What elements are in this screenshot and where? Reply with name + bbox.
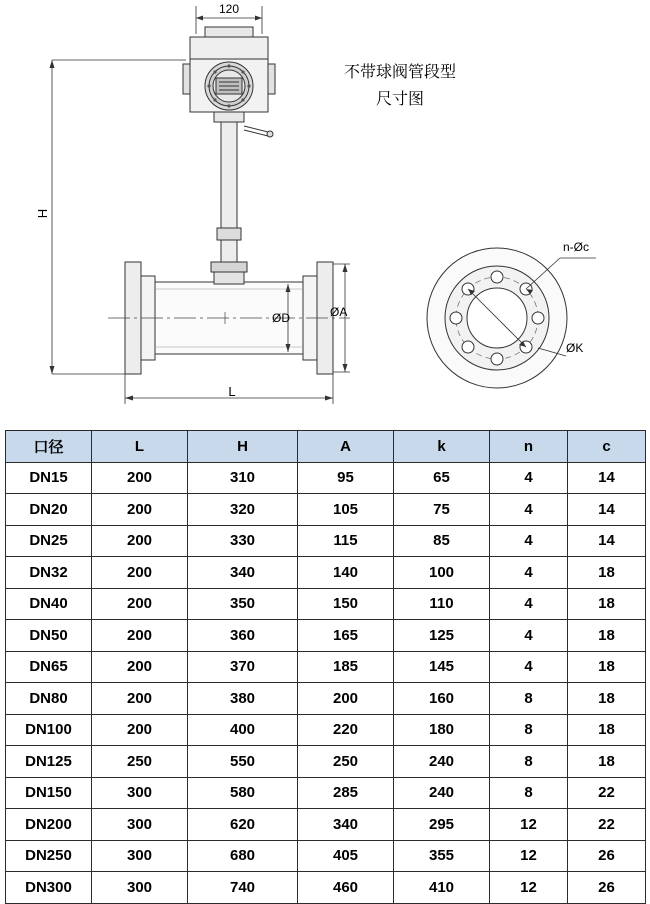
cell-h: 350 bbox=[188, 588, 298, 620]
cell-c: 18 bbox=[568, 746, 646, 778]
cell-h: 360 bbox=[188, 620, 298, 652]
table-row bbox=[6, 809, 646, 841]
cell-l: 250 bbox=[92, 746, 188, 778]
label-top-width: 120 bbox=[218, 2, 240, 16]
label-dia-a: ØA bbox=[330, 305, 348, 319]
cell-k: 240 bbox=[394, 777, 490, 809]
table-row bbox=[6, 462, 646, 494]
cell-k: 75 bbox=[394, 494, 490, 526]
cell-a: 460 bbox=[298, 872, 394, 904]
cell-a: 250 bbox=[298, 746, 394, 778]
col-header-k: k bbox=[394, 431, 490, 463]
label-bolt-holes: n-Øc bbox=[563, 240, 590, 254]
cell-caliber: DN250 bbox=[6, 840, 92, 872]
label-length-l: L bbox=[228, 384, 236, 399]
cell-c: 18 bbox=[568, 683, 646, 715]
cell-c: 18 bbox=[568, 714, 646, 746]
drawing-title-line2: 尺寸图 bbox=[375, 89, 424, 108]
cell-k: 180 bbox=[394, 714, 490, 746]
cell-h: 740 bbox=[188, 872, 298, 904]
cell-c: 18 bbox=[568, 620, 646, 652]
cell-n: 4 bbox=[490, 494, 568, 526]
cell-l: 300 bbox=[92, 777, 188, 809]
cell-caliber: DN100 bbox=[6, 714, 92, 746]
table-header-row bbox=[6, 431, 646, 463]
cell-n: 8 bbox=[490, 746, 568, 778]
col-header-n: n bbox=[490, 431, 568, 463]
cell-h: 310 bbox=[188, 462, 298, 494]
cell-l: 200 bbox=[92, 588, 188, 620]
cell-caliber: DN65 bbox=[6, 651, 92, 683]
cell-k: 85 bbox=[394, 525, 490, 557]
cell-k: 100 bbox=[394, 557, 490, 589]
cell-l: 200 bbox=[92, 714, 188, 746]
cell-k: 145 bbox=[394, 651, 490, 683]
cell-l: 200 bbox=[92, 525, 188, 557]
cell-c: 14 bbox=[568, 462, 646, 494]
cell-a: 285 bbox=[298, 777, 394, 809]
cell-l: 200 bbox=[92, 620, 188, 652]
cell-a: 340 bbox=[298, 809, 394, 841]
col-header-caliber: 口径 bbox=[6, 431, 92, 463]
cell-h: 400 bbox=[188, 714, 298, 746]
cell-n: 4 bbox=[490, 620, 568, 652]
cell-a: 185 bbox=[298, 651, 394, 683]
cell-a: 115 bbox=[298, 525, 394, 557]
cell-c: 18 bbox=[568, 651, 646, 683]
cell-n: 4 bbox=[490, 462, 568, 494]
cell-c: 22 bbox=[568, 809, 646, 841]
cell-k: 160 bbox=[394, 683, 490, 715]
cell-caliber: DN32 bbox=[6, 557, 92, 589]
table-row bbox=[6, 588, 646, 620]
cell-k: 125 bbox=[394, 620, 490, 652]
pipe-body bbox=[108, 262, 350, 374]
cell-a: 220 bbox=[298, 714, 394, 746]
spec-table-container bbox=[5, 430, 645, 904]
cell-c: 14 bbox=[568, 494, 646, 526]
table-row bbox=[6, 620, 646, 652]
cell-h: 340 bbox=[188, 557, 298, 589]
cell-caliber: DN25 bbox=[6, 525, 92, 557]
cell-h: 330 bbox=[188, 525, 298, 557]
label-height-h: H bbox=[35, 208, 51, 219]
cell-h: 620 bbox=[188, 809, 298, 841]
col-header-h: H bbox=[188, 431, 298, 463]
cell-n: 4 bbox=[490, 525, 568, 557]
cell-l: 200 bbox=[92, 557, 188, 589]
cell-n: 12 bbox=[490, 809, 568, 841]
cell-c: 22 bbox=[568, 777, 646, 809]
cell-l: 200 bbox=[92, 462, 188, 494]
cell-caliber: DN80 bbox=[6, 683, 92, 715]
col-header-l: L bbox=[92, 431, 188, 463]
cell-k: 110 bbox=[394, 588, 490, 620]
cell-n: 4 bbox=[490, 651, 568, 683]
cell-c: 26 bbox=[568, 872, 646, 904]
cell-k: 355 bbox=[394, 840, 490, 872]
table-row bbox=[6, 777, 646, 809]
cell-k: 295 bbox=[394, 809, 490, 841]
cell-caliber: DN125 bbox=[6, 746, 92, 778]
cell-h: 370 bbox=[188, 651, 298, 683]
cell-n: 4 bbox=[490, 557, 568, 589]
cell-l: 200 bbox=[92, 683, 188, 715]
drawing-title bbox=[300, 58, 500, 112]
table-row bbox=[6, 746, 646, 778]
cell-n: 8 bbox=[490, 683, 568, 715]
cell-n: 8 bbox=[490, 777, 568, 809]
table-row bbox=[6, 557, 646, 589]
cell-n: 12 bbox=[490, 872, 568, 904]
cell-c: 26 bbox=[568, 840, 646, 872]
cell-h: 580 bbox=[188, 777, 298, 809]
cell-k: 410 bbox=[394, 872, 490, 904]
cell-l: 300 bbox=[92, 840, 188, 872]
cell-n: 8 bbox=[490, 714, 568, 746]
flange-front-view bbox=[427, 248, 596, 388]
cell-a: 150 bbox=[298, 588, 394, 620]
cell-n: 12 bbox=[490, 840, 568, 872]
label-dia-k: ØK bbox=[566, 341, 584, 355]
cell-c: 14 bbox=[568, 525, 646, 557]
cell-c: 18 bbox=[568, 588, 646, 620]
cell-h: 380 bbox=[188, 683, 298, 715]
cell-caliber: DN300 bbox=[6, 872, 92, 904]
table-row bbox=[6, 683, 646, 715]
cell-h: 320 bbox=[188, 494, 298, 526]
cell-h: 680 bbox=[188, 840, 298, 872]
col-header-a: A bbox=[298, 431, 394, 463]
cell-caliber: DN15 bbox=[6, 462, 92, 494]
cell-caliber: DN50 bbox=[6, 620, 92, 652]
dimension-table bbox=[5, 430, 646, 904]
cell-c: 18 bbox=[568, 557, 646, 589]
cell-n: 4 bbox=[490, 588, 568, 620]
cell-a: 405 bbox=[298, 840, 394, 872]
table-row bbox=[6, 651, 646, 683]
cell-caliber: DN200 bbox=[6, 809, 92, 841]
cell-l: 200 bbox=[92, 494, 188, 526]
cell-a: 165 bbox=[298, 620, 394, 652]
cell-caliber: DN40 bbox=[6, 588, 92, 620]
sensor-stem bbox=[211, 122, 247, 272]
table-row bbox=[6, 714, 646, 746]
drawing-title-line1: 不带球阀管段型 bbox=[343, 62, 456, 81]
cell-l: 200 bbox=[92, 651, 188, 683]
cell-a: 140 bbox=[298, 557, 394, 589]
dimension-drawing bbox=[0, 0, 650, 425]
cell-l: 300 bbox=[92, 809, 188, 841]
col-header-c: c bbox=[568, 431, 646, 463]
cell-l: 300 bbox=[92, 872, 188, 904]
table-row bbox=[6, 525, 646, 557]
cell-a: 200 bbox=[298, 683, 394, 715]
table-row bbox=[6, 840, 646, 872]
cell-a: 105 bbox=[298, 494, 394, 526]
cell-a: 95 bbox=[298, 462, 394, 494]
cell-caliber: DN150 bbox=[6, 777, 92, 809]
cell-caliber: DN20 bbox=[6, 494, 92, 526]
cell-k: 240 bbox=[394, 746, 490, 778]
label-dia-d: ØD bbox=[272, 311, 290, 325]
transmitter-head bbox=[183, 27, 275, 137]
cell-h: 550 bbox=[188, 746, 298, 778]
table-row bbox=[6, 872, 646, 904]
cell-k: 65 bbox=[394, 462, 490, 494]
table-row bbox=[6, 494, 646, 526]
